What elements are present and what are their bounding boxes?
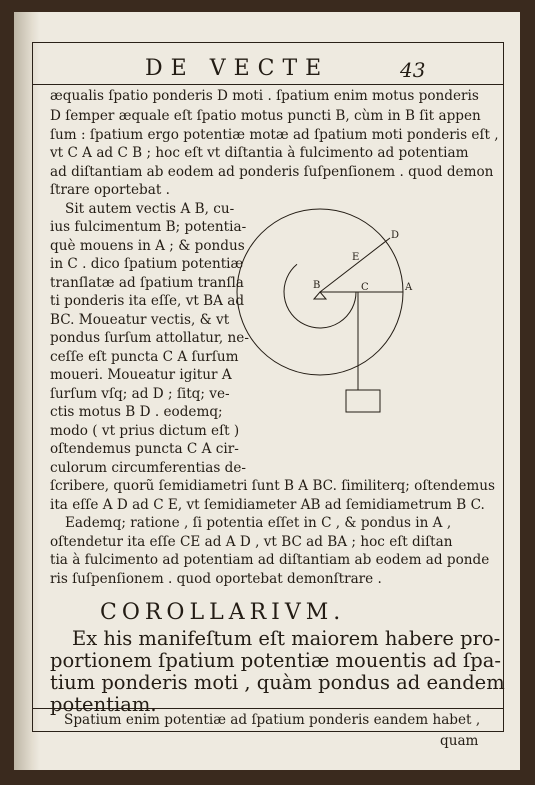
- running-title: DE VECTE: [145, 56, 330, 81]
- label-b: B: [313, 280, 321, 291]
- corollary-heading: COROLLARIVM.: [100, 600, 346, 625]
- corollary-line: Ex his manifeſtum eſt maiorem habere pro-: [72, 627, 501, 650]
- column-line: ti ponderis ita eſſe, vt BA ad: [50, 293, 245, 309]
- lever-figure: [225, 200, 440, 420]
- column-line: ſurſum vſq; ad D ; ſitq; ve-: [50, 386, 230, 402]
- column-line: què mouens in A ; & pondus: [50, 238, 245, 254]
- column-line: modo ( vt prius dictum eſt ): [50, 423, 240, 439]
- fulcrum-triangle: [314, 292, 326, 299]
- lever-line-bd: [320, 238, 390, 292]
- inner-arc: [284, 264, 356, 328]
- corollary-line: portionem ſpatium potentiæ mouentis ad ſpa-: [50, 649, 501, 672]
- body-line: ſcribere, quorũ ſemidiametri ſunt B A BC. ſimiliterq; oſtendemus: [50, 478, 496, 494]
- label-c: C: [361, 282, 369, 293]
- column-line: culorum circumferentias de-: [50, 460, 247, 476]
- catchword: quam: [440, 733, 479, 749]
- weight-box: [346, 390, 380, 412]
- column-line: pondus ſurſum attollatur, ne-: [50, 330, 249, 346]
- column-line: in C . dico ſpatium potentiæ: [50, 256, 244, 272]
- page-number: 43: [400, 58, 426, 82]
- label-a: A: [405, 282, 413, 293]
- corollary-last-line: Spatium enim potentiæ ad ſpatium ponderis eandem habet ,: [64, 712, 481, 728]
- body-line: tia à fulcimento ad potentiam ad diſtantiam ab eodem ad ponde: [50, 552, 490, 568]
- label-d: D: [391, 230, 400, 241]
- body-line: ita eſſe A D ad C E, vt ſemidiameter AB ad ſemidiametrum B C.: [50, 497, 485, 513]
- column-line: Sit autem vectis A B, cu-: [65, 201, 235, 217]
- column-line: oſtendemus puncta C A cir-: [50, 441, 239, 457]
- column-line: moueri. Moueatur igitur A: [50, 367, 232, 383]
- body-line: ſum : ſpatium ergo potentiæ motæ ad ſpatium moti ponderis eſt ,: [50, 127, 499, 143]
- column-line: ius fulcimentum B; potentia-: [50, 219, 247, 235]
- body-line: Eademq; ratione , ſi potentia eſſet in C , & pondus in A ,: [65, 515, 452, 531]
- body-line: ris ſuſpenſionem . quod oportebat demonſtrare .: [50, 571, 382, 587]
- column-line: ceſſe eſt puncta C A ſurſum: [50, 349, 239, 365]
- body-line: oſtendetur ita eſſe CE ad A D , vt BC ad BA ; hoc eſt diſtan: [50, 534, 453, 550]
- column-line: ctis motus B D . eodemq;: [50, 404, 223, 420]
- header-rule: [32, 84, 504, 85]
- column-line: BC. Moueatur vectis, & vt: [50, 312, 230, 328]
- corollary-line: tium ponderis moti , quàm pondus ad eandem: [50, 671, 505, 694]
- body-line: vt C A ad C B ; hoc eſt vt diſtantia à fulcimento ad potentiam: [50, 145, 469, 161]
- column-line: tranſlatæ ad ſpatium tranſla: [50, 275, 244, 291]
- body-line: ad diſtantiam ab eodem ad ponderis ſuſpenſionem . quod demon: [50, 164, 494, 180]
- label-e: E: [352, 252, 360, 263]
- body-line: æqualis ſpatio ponderis D moti . ſpatium enim motus ponderis: [50, 88, 479, 104]
- corollary-line: potentiam.: [50, 693, 157, 716]
- body-line: ſtrare oportebat .: [50, 182, 170, 198]
- body-line: D ſemper æquale eſt ſpatio motus puncti B, cùm in B ſit appen: [50, 108, 481, 124]
